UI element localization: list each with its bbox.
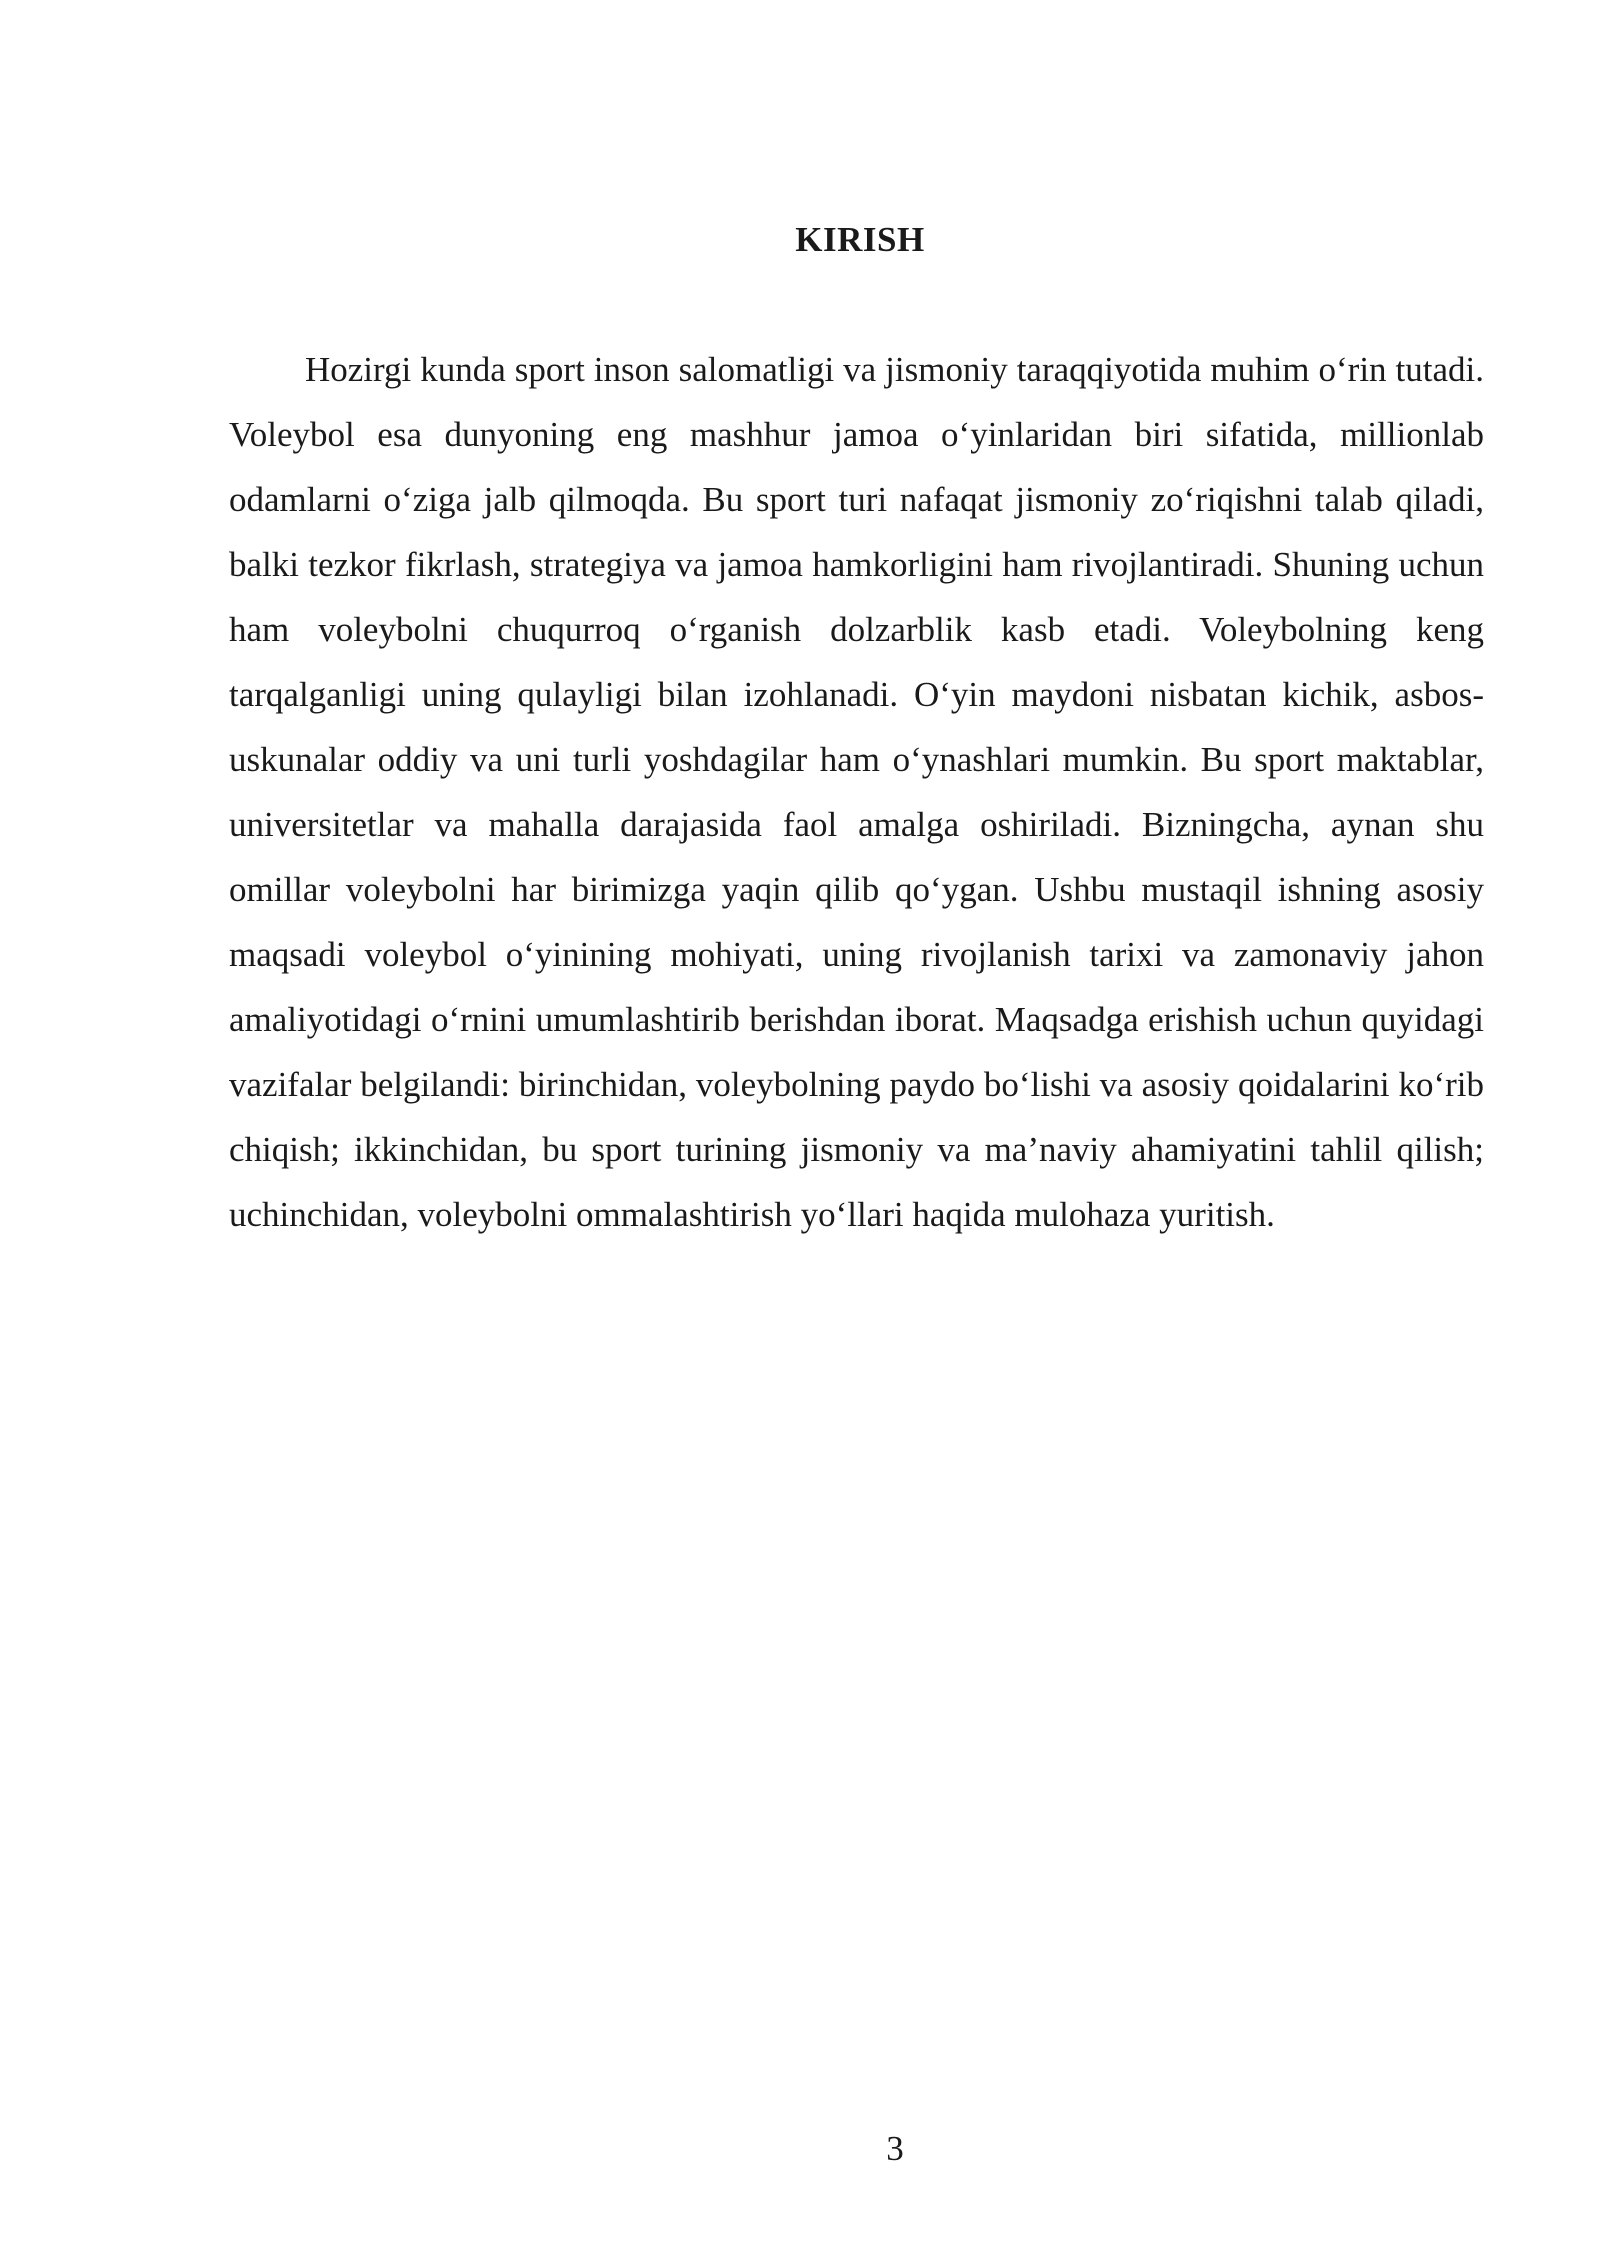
section-heading: KIRISH [795,220,925,259]
body-paragraph: Hozirgi kunda sport inson salomatligi va jismoniy taraqqiyotida muhim o‘rin tutadi. Voleybol esa dunyoning eng mashhur jamoa o‘yinlaridan biri sifatida, millionlab odamlarni o‘ziga jalb qilmoqda. Bu sport turi nafaqat jismoniy zo‘riqishni talab qiladi, balki tezkor fikrlash, strategiya va jamoa hamkorligini ham rivojlantiradi. Shuning uchun ham voleybolni chuqurroq o‘rganish dolzarblik kasb etadi. Voleybolning keng tarqalganligi uning qulayligi bilan izohlanadi. O‘yin maydoni nisbatan kichik, asbos-uskunalar oddiy va uni turli yoshdagilar ham o‘ynashlari mumkin. Bu sport maktablar, universitetlar va mahalla darajasida faol amalga oshiriladi. Bizningcha, aynan shu omillar voleybolni har birimizga yaqin qilib qo‘ygan. Ushbu mustaqil ishning asosiy maqsadi voleybol o‘yinining mohiyati, uning rivojlanish tarixi va zamonaviy jahon amaliyotidagi o‘rnini umumlashtirib berishdan iborat. Maqsadga erishish uchun quyidagi vazifalar belgilandi: birinchidan, voleybolning paydo bo‘lishi va asosiy qoidalarini ko‘rib chiqish; ikkinchidan, bu sport turining jismoniy va ma’naviy ahamiyatini tahlil qilish; uchinchidan, voleybolni ommalashtirish yo‘llari haqida mulohaza yuritish. [229,350,1484,1234]
page-number: 3 [886,2129,904,2168]
